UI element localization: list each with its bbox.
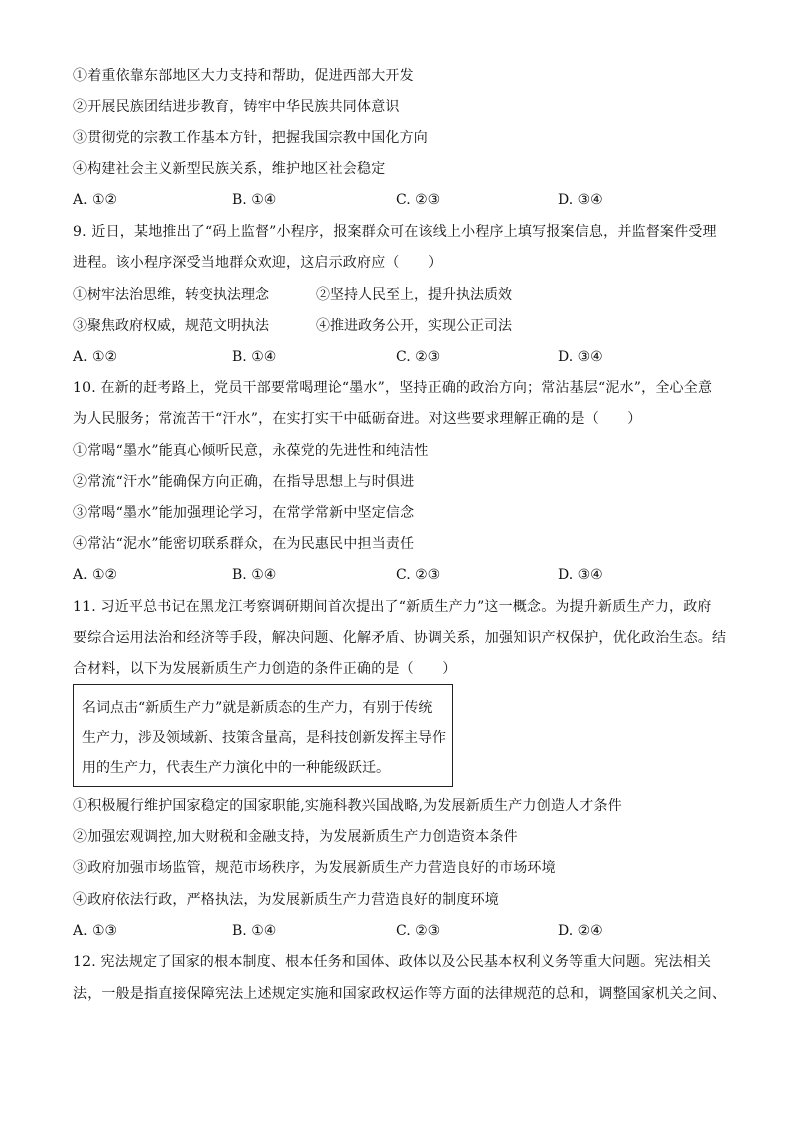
- q10-option-b: B. ①④: [232, 567, 277, 583]
- q11-option-b: B. ①④: [232, 923, 277, 939]
- box-line-2: 生产力，涉及领域新、技策含量高，是科技创新发挥主导作: [82, 730, 446, 746]
- q8-item-3: ③贯彻党的宗教工作基本方针，把握我国宗教中国化方向: [73, 130, 428, 146]
- box-line-1: 名词点击“新质生产力”就是新质态的生产力，有别于传统: [82, 700, 433, 716]
- term-explanation-box: [73, 684, 453, 787]
- q11-item-1: ①积极履行维护国家稳定的国家职能,实施科教兴国战略,为发展新质生产力创造人才条件: [73, 798, 622, 814]
- q8-option-d: D. ③④: [558, 192, 603, 208]
- q10-option-c: C. ②③: [396, 567, 441, 583]
- q12-stem-2: 法，一般是指直接保障宪法上述规定实施和国家政权运作等方面的法律规范的总和，调整国家机关之间、: [73, 986, 727, 1002]
- q8-option-b: B. ①④: [232, 192, 277, 208]
- q11-option-d: D. ②④: [558, 923, 603, 939]
- q9-option-b: B. ①④: [232, 349, 277, 365]
- q12-stem-1: 12. 宪法规定了国家的根本制度、根本任务和国体、政体以及公民基本权利义务等重大问题。宪法相关: [73, 954, 712, 970]
- q8-option-a: A. ①②: [73, 192, 118, 208]
- q9-item-4: ④推进政务公开，实现公正司法: [316, 318, 512, 334]
- q11-item-2: ②加强宏观调控,加大财税和金融支持，为发展新质生产力创造资本条件: [73, 829, 518, 845]
- q11-stem-2: 要综合运用法治和经济等手段，解决问题、化解矛盾、协调关系，加强知识产权保护，优化政治生态。结: [73, 630, 727, 646]
- q10-item-3: ③常喝“墨水”能加强理论学习，在常学常新中坚定信念: [73, 505, 415, 521]
- q8-item-1: ①着重依靠东部地区大力支持和帮助，促进西部大开发: [73, 68, 414, 84]
- q9-item-1: ①树牢法治思维，转变执法理念: [73, 287, 269, 303]
- q10-option-a: A. ①②: [73, 567, 118, 583]
- q9-stem-1: 9. 近日，某地推出了“码上监督”小程序，报案群众可在该线上小程序上填写报案信息，并监督案件受理: [73, 224, 717, 240]
- q10-item-1: ①常喝“墨水”能真心倾听民意，永葆党的先进性和纯洁性: [73, 443, 429, 459]
- q11-option-a: A. ①③: [73, 923, 118, 939]
- q10-option-d: D. ③④: [558, 567, 603, 583]
- q11-item-4: ④政府依法行政，严格执法，为发展新质生产力营造良好的制度环境: [73, 892, 499, 908]
- q10-item-4: ④常沾“泥水”能密切联系群众，在为民惠民中担当责任: [73, 536, 415, 552]
- q8-option-c: C. ②③: [396, 192, 441, 208]
- q10-stem-2: 为人民服务；常流苦干“汗水”，在实打实干中砥砺奋进。对这些要求理解正确的是（ ）: [73, 411, 642, 427]
- q11-option-c: C. ②③: [396, 923, 441, 939]
- q9-option-d: D. ③④: [558, 349, 603, 365]
- q11-stem-3: 合材料，以下为发展新质生产力创造的条件正确的是（ ）: [73, 661, 457, 677]
- q10-item-2: ②常流“汗水”能确保方向正确，在指导思想上与时俱进: [73, 474, 415, 490]
- q9-option-a: A. ①②: [73, 349, 118, 365]
- q9-item-2: ②坚持人民至上，提升执法质效: [316, 287, 512, 303]
- q8-item-2: ②开展民族团结进步教育，铸牢中华民族共同体意识: [73, 99, 400, 115]
- q10-stem-1: 10. 在新的赶考路上，党员干部要常喝理论“墨水”，坚持正确的政治方向；常沾基层“泥水”，全心全意: [73, 380, 713, 396]
- q9-item-3: ③聚焦政府权威，规范文明执法: [73, 318, 269, 334]
- q9-option-c: C. ②③: [396, 349, 441, 365]
- q11-item-3: ③政府加强市场监管，规范市场秩序，为发展新质生产力营造良好的市场环境: [73, 860, 556, 876]
- q9-stem-2: 进程。该小程序深受当地群众欢迎，这启示政府应（ ）: [73, 255, 443, 271]
- q8-item-4: ④构建社会主义新型民族关系，维护地区社会稳定: [73, 161, 386, 177]
- q11-stem-1: 11. 习近平总书记在黑龙江考察调研期间首次提出了“新质生产力”这一概念。为提升新质生产力，政府: [73, 599, 712, 615]
- box-line-3: 用的生产力，代表生产力演化中的一种能级跃迁。: [82, 760, 390, 776]
